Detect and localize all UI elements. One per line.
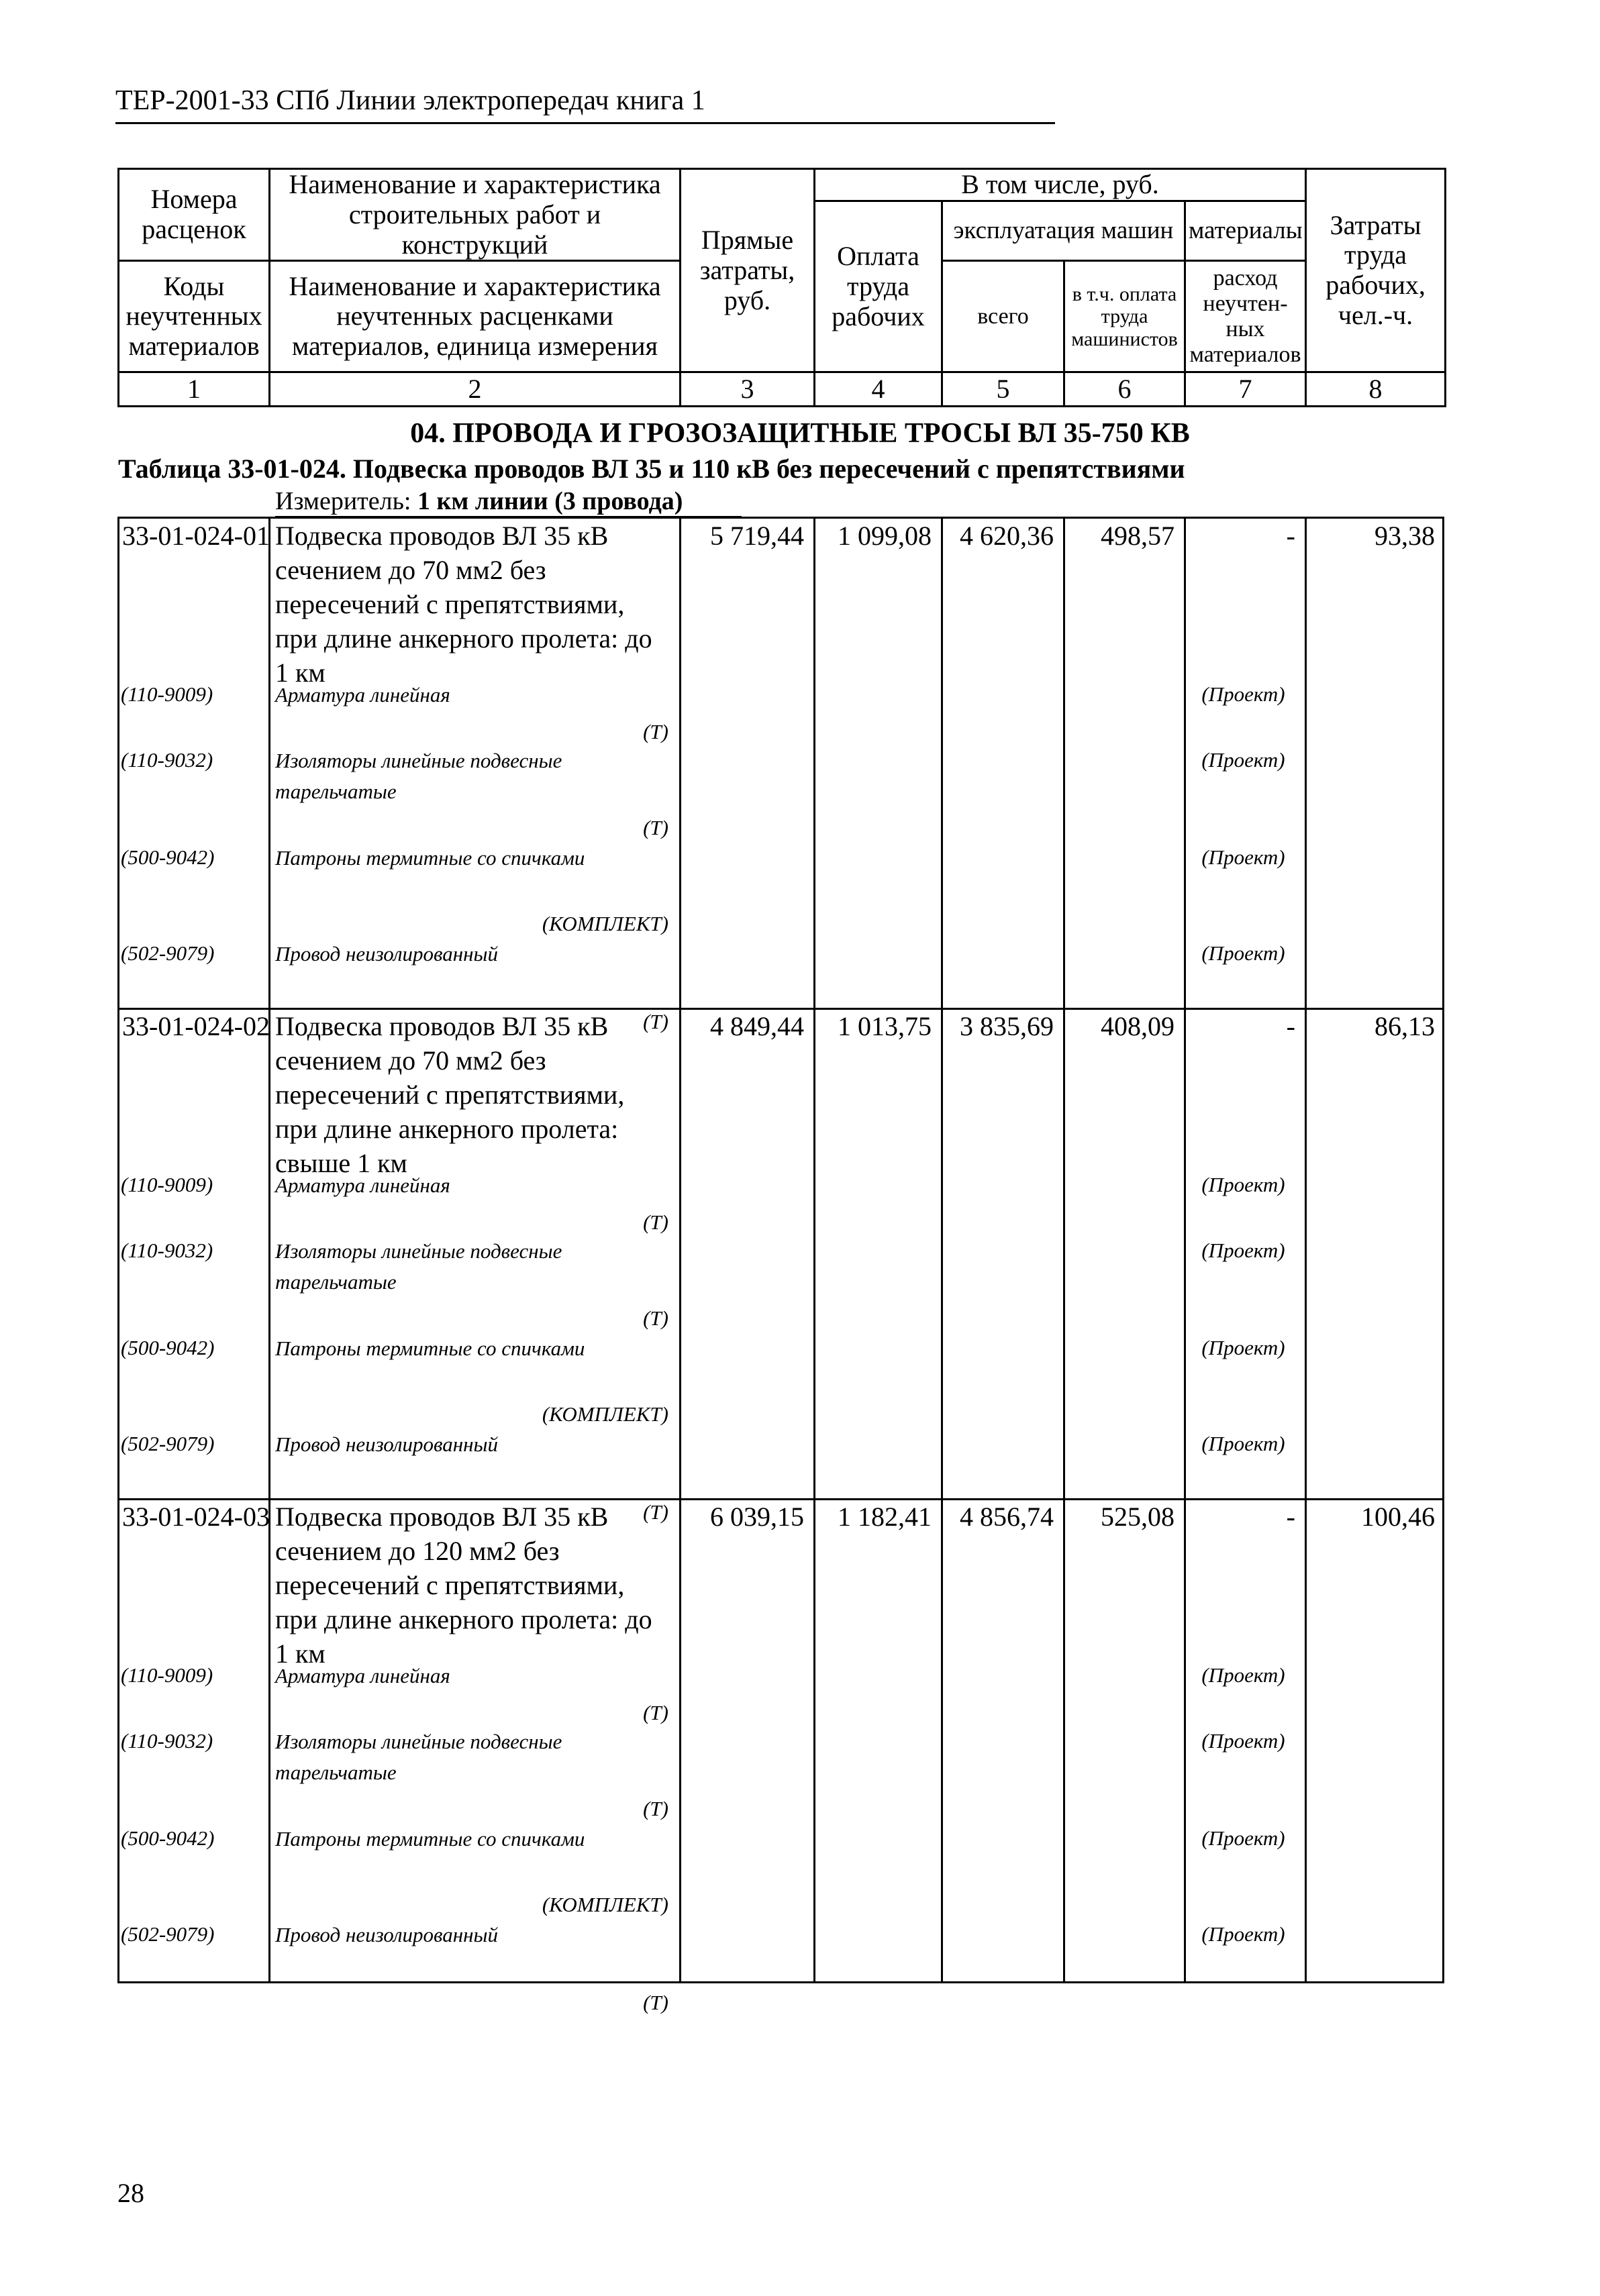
rate-code: 33-01-024-02	[122, 1011, 270, 1041]
column-divider	[941, 517, 943, 1983]
material-code: (502-9079)	[121, 1922, 215, 1946]
materials-cost: -	[1286, 1502, 1295, 1532]
material-unit: (Т)	[643, 1991, 668, 2014]
material-amount: (Проект)	[1201, 1432, 1285, 1455]
header-material-name: Наименование и характеристика неучтенных расценками материалов, единица измерения	[270, 261, 681, 372]
page-number: 28	[117, 2178, 144, 2208]
material-code: (110-9032)	[121, 748, 213, 772]
labor-hours: 100,46	[1361, 1502, 1435, 1532]
header-machines: эксплуатация машин	[942, 201, 1185, 261]
direct-cost: 6 039,15	[710, 1502, 804, 1532]
machines-total: 4 856,74	[960, 1502, 1054, 1532]
measure-line	[275, 486, 683, 516]
material-name: Арматура линейная	[275, 1664, 450, 1687]
material-name: Патроны термитные со спичками	[275, 1337, 585, 1360]
material-code: (110-9009)	[121, 682, 213, 706]
material-unit: (Т)	[643, 1701, 668, 1724]
material-unit: (Т)	[643, 1306, 668, 1330]
material-amount: (Проект)	[1201, 1922, 1285, 1946]
material-unit: (Т)	[643, 720, 668, 743]
material-code: (502-9079)	[121, 1432, 215, 1455]
rate-code: 33-01-024-01	[122, 521, 270, 551]
material-amount: (Проект)	[1201, 941, 1285, 965]
material-name: Изоляторы линейные подвесные тарельчатые	[275, 1730, 562, 1784]
material-unit: (Т)	[643, 1797, 668, 1820]
column-header-table	[117, 168, 1446, 407]
header-including: В том числе, руб.	[815, 169, 1306, 201]
material-name: Изоляторы линейные подвесные тарельчатые	[275, 749, 562, 803]
material-name: Изоляторы линейные подвесные тарельчатые	[275, 1239, 562, 1294]
header-labor-hours: Затраты труда рабочих, чел.-ч.	[1306, 169, 1446, 372]
measure-value: 1 км линии (3 провода)	[417, 487, 683, 515]
material-code: (500-9042)	[121, 845, 215, 869]
rate-description: Подвеска проводов ВЛ 35 кВ сечением до 70 мм2 без пересечений с препятствиями, при длине анкерного пролета: свыше 1 км	[275, 1011, 625, 1178]
col-number: 8	[1306, 372, 1446, 407]
materials-cost: -	[1286, 1011, 1295, 1041]
material-amount: (Проект)	[1201, 682, 1285, 706]
table-title: Таблица 33-01-024. Подвеска проводов ВЛ 35 и 110 кВ без пересечений с препятствиями	[118, 454, 1185, 484]
material-unit: (Т)	[643, 1210, 668, 1234]
column-divider	[268, 517, 270, 1983]
material-amount: (Проект)	[1201, 1239, 1285, 1262]
col-number: 5	[942, 372, 1064, 407]
material-unit: (Т)	[643, 1010, 668, 1033]
header-machinists-pay: в т.ч. оплата труда машинистов	[1064, 261, 1185, 372]
header-unaccounted-materials: расход неучтен-ных материалов	[1185, 261, 1306, 372]
title-rule	[115, 122, 1055, 124]
direct-cost: 4 849,44	[710, 1011, 804, 1041]
material-amount: (Проект)	[1201, 748, 1285, 772]
document-title: ТЕР-2001-33 СПб Линии электропередач книга 1	[115, 85, 705, 116]
labor-hours: 93,38	[1374, 521, 1435, 551]
header-work-name: Наименование и характеристика строительных работ и конструкций	[270, 169, 681, 261]
header-direct-costs: Прямые затраты, руб.	[681, 169, 815, 372]
material-name: Патроны термитные со спичками	[275, 1827, 585, 1850]
material-amount: (Проект)	[1201, 1663, 1285, 1687]
labor-pay: 1 182,41	[838, 1502, 932, 1532]
material-unit: (КОМПЛЕКТ)	[542, 1402, 668, 1426]
material-amount: (Проект)	[1201, 1826, 1285, 1850]
material-name: Провод неизолированный	[275, 942, 499, 966]
material-unit: (Т)	[643, 1500, 668, 1524]
column-divider	[679, 517, 681, 1983]
labor-hours: 86,13	[1374, 1011, 1435, 1041]
machinists-pay: 498,57	[1101, 521, 1174, 551]
col-number: 2	[270, 372, 681, 407]
measure-label: Измеритель:	[275, 487, 417, 515]
column-divider	[1063, 517, 1065, 1983]
material-name: Патроны термитные со спичками	[275, 846, 585, 870]
material-code: (110-9032)	[121, 1239, 213, 1262]
material-amount: (Проект)	[1201, 845, 1285, 869]
rate-description: Подвеска проводов ВЛ 35 кВ сечением до 70 мм2 без пересечений с препятствиями, при длине анкерного пролета: до 1 км	[275, 521, 652, 688]
material-name: Арматура линейная	[275, 683, 450, 707]
material-amount: (Проект)	[1201, 1336, 1285, 1359]
material-code: (110-9009)	[121, 1173, 213, 1196]
header-machines-total: всего	[942, 261, 1064, 372]
column-divider	[813, 517, 815, 1983]
material-unit: (КОМПЛЕКТ)	[542, 1893, 668, 1916]
machinists-pay: 408,09	[1101, 1011, 1174, 1041]
machinists-pay: 525,08	[1101, 1502, 1174, 1532]
machines-total: 3 835,69	[960, 1011, 1054, 1041]
header-material-codes: Коды неучтенных материалов	[119, 261, 270, 372]
machines-total: 4 620,36	[960, 521, 1054, 551]
col-number: 6	[1064, 372, 1185, 407]
col-number: 7	[1185, 372, 1306, 407]
rate-code: 33-01-024-03	[122, 1502, 270, 1532]
material-name: Провод неизолированный	[275, 1432, 499, 1456]
header-labor-pay: Оплата труда рабочих	[815, 201, 942, 372]
material-code: (110-9032)	[121, 1729, 213, 1753]
material-code: (110-9009)	[121, 1663, 213, 1687]
material-name: Арматура линейная	[275, 1173, 450, 1197]
rate-description: Подвеска проводов ВЛ 35 кВ сечением до 120 мм2 без пересечений с препятствиями, при длине анкерного пролета: до 1 км	[275, 1502, 652, 1669]
material-unit: (КОМПЛЕКТ)	[542, 912, 668, 935]
header-rate-numbers: Номера расценок	[119, 169, 270, 261]
labor-pay: 1 099,08	[838, 521, 932, 551]
material-amount: (Проект)	[1201, 1173, 1285, 1196]
material-code: (500-9042)	[121, 1826, 215, 1850]
col-number: 3	[681, 372, 815, 407]
material-unit: (Т)	[643, 816, 668, 839]
material-code: (502-9079)	[121, 941, 215, 965]
section-title: 04. ПРОВОДА И ГРОЗОЗАЩИТНЫЕ ТРОСЫ ВЛ 35-750 КВ	[410, 418, 1190, 449]
direct-cost: 5 719,44	[710, 521, 804, 551]
header-materials: материалы	[1185, 201, 1306, 261]
labor-pay: 1 013,75	[838, 1011, 932, 1041]
col-number: 1	[119, 372, 270, 407]
col-number: 4	[815, 372, 942, 407]
material-code: (500-9042)	[121, 1336, 215, 1359]
material-name: Провод неизолированный	[275, 1923, 499, 1946]
materials-cost: -	[1286, 521, 1295, 551]
material-amount: (Проект)	[1201, 1729, 1285, 1753]
